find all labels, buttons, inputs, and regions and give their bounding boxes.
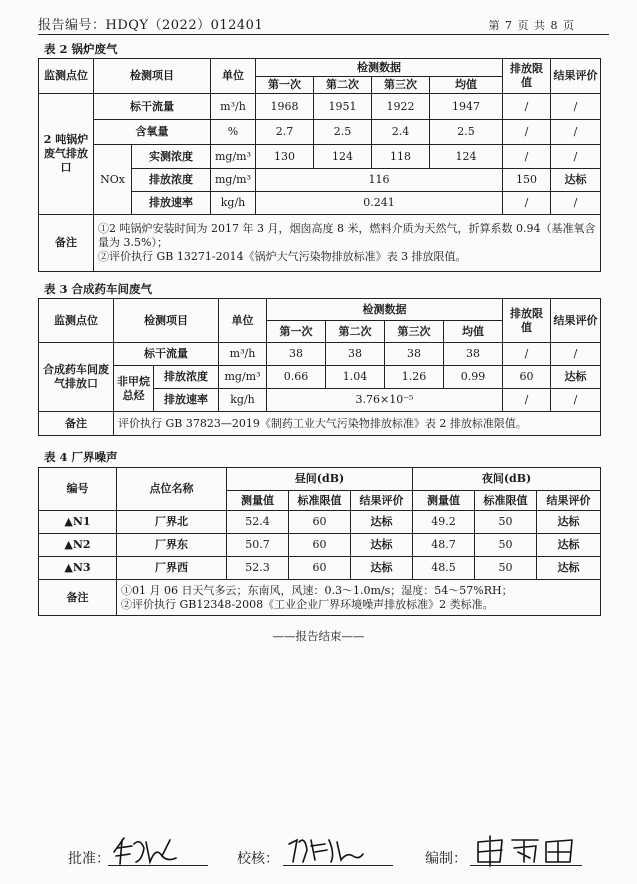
t3-conc-limit: 60	[503, 366, 551, 389]
t2-h-point: 监测点位	[39, 59, 94, 94]
t4-h-day-measured: 测量值	[227, 491, 289, 511]
t4-r3-night-m: 48.5	[413, 557, 475, 580]
approve-line	[108, 865, 208, 866]
report-end-text: ——报告结束——	[272, 629, 365, 643]
approve-signature	[110, 832, 180, 868]
t2-noxe-value: 116	[256, 169, 503, 192]
t3-h-eval: 结果评价	[551, 299, 601, 343]
t4-r2-night-m: 48.7	[413, 534, 475, 557]
t3-remark-label: 备注	[39, 412, 114, 436]
t4-r2-night-e: 达标	[537, 534, 601, 557]
report-number: 报告编号：HDQY（2022）012401	[38, 18, 264, 33]
t2-flow-v2: 1951	[314, 94, 372, 120]
table-row	[39, 534, 601, 557]
t3-conc-item: 排放浓度	[154, 366, 219, 389]
t4-h-night: 夜间(dB)	[413, 468, 601, 491]
t3-flow-v3: 38	[385, 343, 444, 366]
t3-rate-item: 排放速率	[154, 389, 219, 412]
t4-r1-day-m: 52.4	[227, 511, 289, 534]
t4-r2-day-m: 50.7	[227, 534, 289, 557]
t3-flow-item: 标干流量	[114, 343, 219, 366]
t2-h-data: 检测数据	[256, 59, 503, 77]
t4-r2-night-l: 50	[475, 534, 537, 557]
t3-conc-avg: 0.99	[444, 366, 503, 389]
t2-remark	[94, 215, 601, 272]
t2-o2-v2: 2.5	[314, 120, 372, 145]
t2-noxe-item: 排放浓度	[132, 169, 211, 192]
t4-r2-day-l: 60	[289, 534, 351, 557]
t4-remark-label: 备注	[39, 580, 117, 616]
t4-h-name: 点位名称	[117, 468, 227, 511]
prepare-signature	[472, 832, 582, 868]
t4-remark-1: ①01 月 06 日天气多云；东南风，风速：0.3～1.0m/s；湿度：54～57%RH；	[121, 583, 513, 597]
t4-r3-day-l: 60	[289, 557, 351, 580]
t3-h-data: 检测数据	[267, 299, 503, 321]
t3-flow-v2: 38	[326, 343, 385, 366]
t4-r1-day-e: 达标	[351, 511, 413, 534]
t4-h-night-measured: 测量值	[413, 491, 475, 511]
t4-r3-day-e: 达标	[351, 557, 413, 580]
t2-nox-label: NOx	[94, 145, 132, 215]
t3-conc-unit: mg/m³	[219, 366, 267, 389]
t3-point: 合成药车间废气排放口	[39, 343, 114, 412]
t2-h-unit: 单位	[211, 59, 256, 94]
t2-flow-eval: /	[551, 94, 601, 120]
check-label: 校核：	[237, 851, 279, 867]
t3-flow-eval: /	[551, 343, 601, 366]
t4-remark	[117, 580, 601, 616]
t2-h-avg: 均值	[430, 77, 503, 94]
t2-remark-2: ②评价执行 GB 13271-2014《锅炉大气污染物排放标准》表 3 排放限值。	[98, 249, 467, 263]
t2-noxr-limit: /	[503, 192, 551, 215]
t3-h-avg: 均值	[444, 321, 503, 343]
t2-noxm-eval: /	[551, 145, 601, 169]
t2-noxm-v1: 130	[256, 145, 314, 169]
t4-h-day-limit: 标准限值	[289, 491, 351, 511]
table4-boundary-noise	[38, 467, 601, 616]
t2-noxm-v2: 124	[314, 145, 372, 169]
t4-r1-name: 厂界北	[117, 511, 227, 534]
t2-noxe-limit: 150	[503, 169, 551, 192]
t3-rate-eval: /	[551, 389, 601, 412]
t4-remark-2: ②评价执行 GB12348-2008《工业企业厂界环境噪声排放标准》2 类标准。	[121, 597, 494, 611]
t2-remark-1: ①2 吨锅炉安装时间为 2017 年 3 月，烟囱高度 8 米，燃料介质为天然气，折算系数 0.94（基准氧含量为 3.5%）；	[98, 222, 596, 250]
t4-r3-night-l: 50	[475, 557, 537, 580]
t2-o2-v3: 2.4	[372, 120, 430, 145]
t2-flow-v3: 1922	[372, 94, 430, 120]
approve-label: 批准：	[68, 851, 110, 867]
table-row	[39, 557, 601, 580]
t2-noxe-eval: 达标	[551, 169, 601, 192]
page-indicator: 第 7 页 共 8 页	[488, 19, 575, 32]
t4-r1-night-l: 50	[475, 511, 537, 534]
t4-r3-no: ▲N3	[39, 557, 117, 580]
table2-boiler-exhaust	[38, 58, 601, 272]
t2-o2-unit: %	[211, 120, 256, 145]
t3-h-limit: 排放限值	[503, 299, 551, 343]
t3-remark: 评价执行 GB 37823—2019《制药工业大气污染物排放标准》表 2 排放标准限值。	[114, 412, 601, 436]
t4-r1-night-m: 49.2	[413, 511, 475, 534]
t4-r2-no: ▲N2	[39, 534, 117, 557]
t4-r1-night-e: 达标	[537, 511, 601, 534]
header-rule	[38, 34, 609, 35]
t4-h-night-eval: 结果评价	[537, 491, 601, 511]
t4-h-day-eval: 结果评价	[351, 491, 413, 511]
t3-flow-unit: m³/h	[219, 343, 267, 366]
t2-h-2: 第二次	[314, 77, 372, 94]
t2-o2-eval: /	[551, 120, 601, 145]
prepare-line	[470, 865, 582, 866]
t2-noxm-unit: mg/m³	[211, 145, 256, 169]
t2-noxr-eval: /	[551, 192, 601, 215]
t4-r1-no: ▲N1	[39, 511, 117, 534]
t3-flow-limit: /	[503, 343, 551, 366]
t4-h-day: 昼间(dB)	[227, 468, 413, 491]
t3-nmhc-label: 非甲烷总烃	[114, 366, 154, 412]
t2-flow-limit: /	[503, 94, 551, 120]
table-row	[39, 511, 601, 534]
t2-flow-v1: 1968	[256, 94, 314, 120]
t3-h-unit: 单位	[219, 299, 267, 343]
t4-h-no: 编号	[39, 468, 117, 511]
t2-h-item: 检测项目	[94, 59, 211, 94]
t2-noxm-avg: 124	[430, 145, 503, 169]
t3-conc-v1: 0.66	[267, 366, 326, 389]
t3-rate-value: 3.76×10⁻⁵	[267, 389, 503, 412]
t3-h-3: 第三次	[385, 321, 444, 343]
t3-conc-eval: 达标	[551, 366, 601, 389]
t4-r1-day-l: 60	[289, 511, 351, 534]
t2-o2-v1: 2.7	[256, 120, 314, 145]
t3-conc-v2: 1.04	[326, 366, 385, 389]
t2-noxr-value: 0.241	[256, 192, 503, 215]
t3-h-point: 监测点位	[39, 299, 114, 343]
t2-flow-item: 标干流量	[94, 94, 211, 120]
t2-o2-avg: 2.5	[430, 120, 503, 145]
t4-h-night-limit: 标准限值	[475, 491, 537, 511]
t3-h-item: 检测项目	[114, 299, 219, 343]
check-signature	[285, 832, 365, 868]
t2-noxm-v3: 118	[372, 145, 430, 169]
table4-caption: 表 4 厂界噪声	[44, 450, 118, 464]
t4-r3-day-m: 52.3	[227, 557, 289, 580]
prepare-label: 编制：	[425, 851, 467, 867]
t2-flow-unit: m³/h	[211, 94, 256, 120]
t4-r3-name: 厂界西	[117, 557, 227, 580]
t2-h-limit: 排放限值	[503, 59, 551, 94]
t2-h-3: 第三次	[372, 77, 430, 94]
t3-h-1: 第一次	[267, 321, 326, 343]
t2-noxr-item: 排放速率	[132, 192, 211, 215]
t3-rate-unit: kg/h	[219, 389, 267, 412]
table2-caption: 表 2 锅炉废气	[44, 42, 118, 56]
t3-flow-avg: 38	[444, 343, 503, 366]
table3-synthesis-exhaust	[38, 298, 601, 436]
t4-r3-night-e: 达标	[537, 557, 601, 580]
t2-h-eval: 结果评价	[551, 59, 601, 94]
t2-noxr-unit: kg/h	[211, 192, 256, 215]
check-line	[283, 865, 393, 866]
t2-flow-avg: 1947	[430, 94, 503, 120]
t4-r2-day-e: 达标	[351, 534, 413, 557]
t4-r2-name: 厂界东	[117, 534, 227, 557]
t2-remark-label: 备注	[39, 215, 94, 272]
t2-noxm-item: 实测浓度	[132, 145, 211, 169]
t2-noxe-unit: mg/m³	[211, 169, 256, 192]
t2-noxm-limit: /	[503, 145, 551, 169]
t2-o2-limit: /	[503, 120, 551, 145]
t2-h-1: 第一次	[256, 77, 314, 94]
t3-flow-v1: 38	[267, 343, 326, 366]
t2-o2-item: 含氧量	[94, 120, 211, 145]
t3-rate-limit: /	[503, 389, 551, 412]
t2-point: 2 吨锅炉废气排放口	[39, 94, 94, 215]
table3-caption: 表 3 合成药车间废气	[44, 282, 153, 296]
t3-h-2: 第二次	[326, 321, 385, 343]
t3-conc-v3: 1.26	[385, 366, 444, 389]
